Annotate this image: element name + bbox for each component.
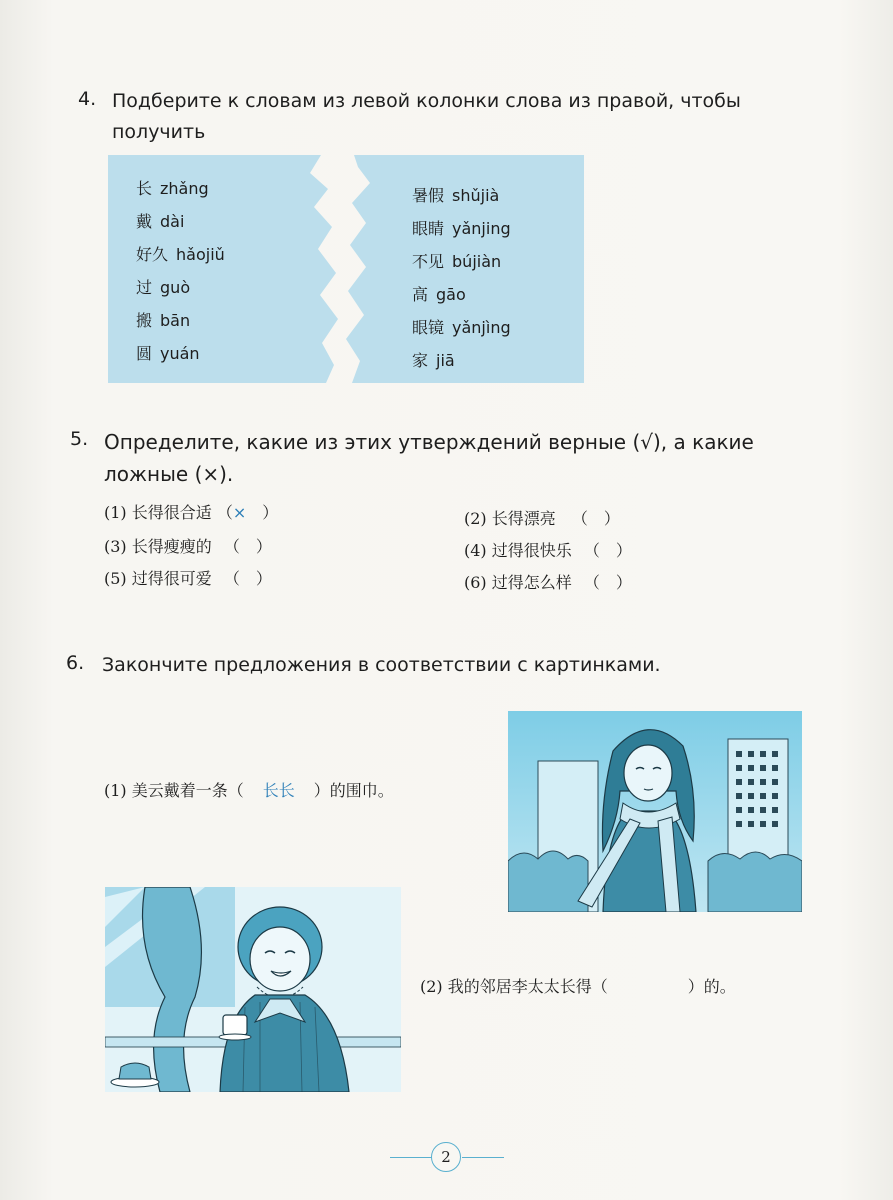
page-number-badge	[431, 1142, 461, 1172]
match-right-word-3[interactable]: 不见 bújiàn	[412, 252, 502, 271]
sentence-1-answer[interactable]: 长长	[262, 781, 295, 800]
illustration-girl-with-scarf	[508, 711, 802, 912]
match-left-word-5[interactable]: 搬 bān	[136, 311, 191, 330]
statement-4: (4) 过得很快乐 （ ）	[464, 538, 639, 561]
task4-number: 4.	[78, 88, 97, 110]
match-right-word-2[interactable]: 眼睛 yǎnjing	[412, 219, 511, 238]
task5-instruction	[104, 426, 834, 490]
statement-6-answer-slot[interactable]: （ ）	[583, 573, 632, 592]
task6-instruction: Закончите предложения в соответствии с картинками.	[102, 654, 661, 676]
match-left-word-3[interactable]: 好久 hǎojiǔ	[136, 245, 225, 264]
statement-5: (5) 过得很可爱 （ ）	[104, 566, 279, 589]
match-left-word-1[interactable]: 长 zhǎng	[136, 179, 209, 198]
statement-1-answer: ×	[232, 503, 247, 522]
statement-3: (3) 长得瘦瘦的 （ ）	[104, 534, 279, 557]
task6-sentence-2: (2) 我的邻居李太太长得（ ）的。	[420, 977, 736, 996]
task5-instruction-line1: Определите, какие из этих утверждений верные (√), а какие	[104, 430, 754, 454]
match-right-word-4[interactable]: 高 gāo	[412, 285, 466, 304]
task4-instruction-line1: Подберите к словам из левой колонки слова из правой, чтобы получить	[112, 90, 741, 143]
statement-4-answer-slot[interactable]: （ ）	[583, 541, 632, 560]
statement-6: (6) 过得怎么样 （ ）	[464, 570, 639, 593]
statement-2-answer-slot[interactable]: （ ）	[571, 509, 620, 528]
match-right-word-6[interactable]: 家 jiā	[412, 351, 455, 370]
illustration-mrs-li-with-tea	[105, 887, 401, 1092]
match-left-word-6[interactable]: 圆 yuán	[136, 344, 200, 363]
task6-sentence-1: (1) 美云戴着一条（ 长长 ）的围巾。	[104, 778, 394, 801]
task6-number: 6.	[66, 652, 85, 674]
statement-5-answer-slot[interactable]: （ ）	[223, 569, 272, 588]
match-right-word-5[interactable]: 眼镜 yǎnjìng	[412, 318, 511, 337]
statement-1-answer-slot[interactable]: （× ）	[216, 503, 279, 522]
page-number: 2	[441, 1148, 451, 1166]
match-right-word-1[interactable]: 暑假 shǔjià	[412, 186, 500, 205]
statement-3-answer-slot[interactable]: （ ）	[223, 537, 272, 556]
statement-1: (1) 长得很合适 （× ）	[104, 500, 267, 523]
footer-line-right	[462, 1157, 504, 1158]
footer-line-left	[390, 1157, 432, 1158]
match-left-word-4[interactable]: 过 guò	[136, 278, 191, 297]
match-left-word-2[interactable]: 戴 dài	[136, 212, 185, 231]
match-right-column	[412, 183, 511, 381]
match-left-column	[136, 176, 225, 374]
task5-number: 5.	[70, 428, 89, 450]
task5-instruction-line2: ложные (×).	[104, 462, 234, 486]
statement-2: (2) 长得漂亮 （ ）	[464, 506, 631, 529]
